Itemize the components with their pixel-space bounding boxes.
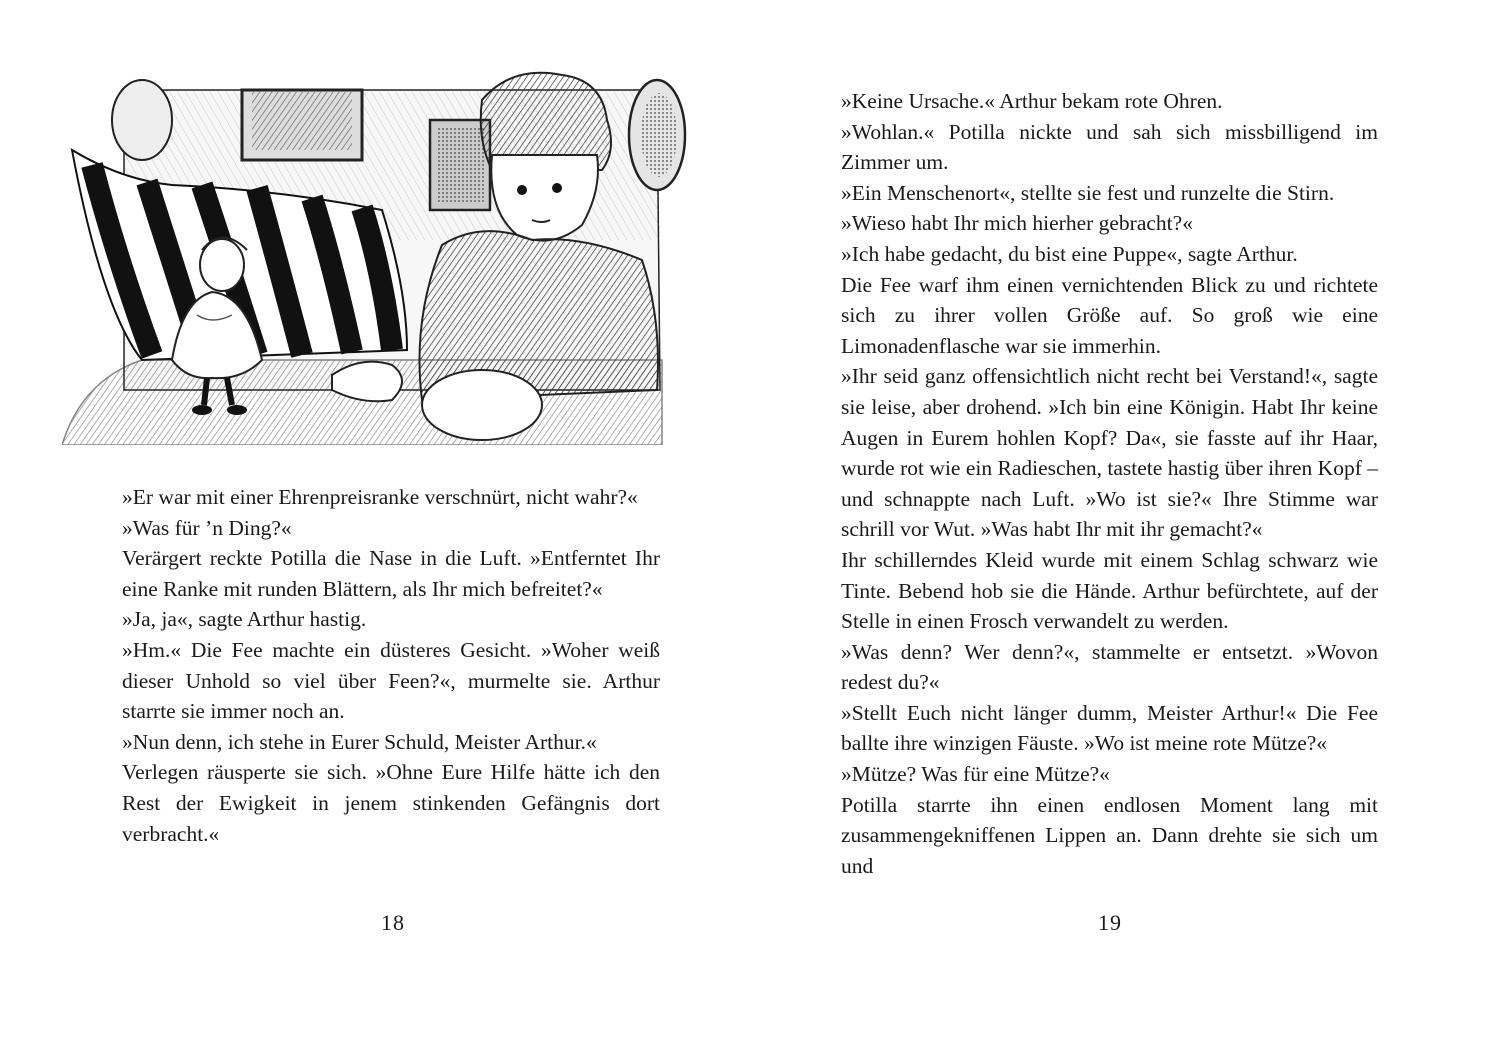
paragraph: Ihr schillerndes Kleid wurde mit einem Schlag schwarz wie Tinte. Bebend hob sie die Hände. Arthur befürchtete, auf der Stelle in einen Frosch verwandelt zu werden. bbox=[841, 547, 1378, 634]
paragraph: Die Fee warf ihm einen vernichtenden Blick zu und richtete sich zu ihrer vollen Größe auf. So groß wie eine Limonadenflasche war sie immerhin. bbox=[841, 272, 1378, 358]
paragraph: Verlegen räusperte sie sich. »Ohne Eure Hilfe hätte ich den Rest der Ewigkeit in jenem stinkenden Gefängnis dort verbracht.« bbox=[122, 760, 660, 846]
paragraph: »Wieso habt Ihr mich hierher gebracht?« bbox=[841, 211, 1193, 236]
page-number-right: 19 bbox=[1098, 910, 1122, 935]
paragraph: »Ja, ja«, sagte Arthur hastig. bbox=[122, 607, 367, 632]
paragraph: »Ein Menschenort«, stellte sie fest und runzelte die Stirn. bbox=[841, 180, 1335, 205]
paragraph: »Was denn? Wer denn?«, stammelte er entsetzt. »Wovon redest du?« bbox=[841, 639, 1378, 695]
paragraph: »Hm.« Die Fee machte ein düsteres Gesicht. »Woher weiß dieser Unhold so viel über Feen?«, murmelte sie. Arthur starrte sie immer noch an. bbox=[122, 637, 660, 724]
boy-and-fairy-illustration bbox=[62, 60, 722, 445]
left-page-text bbox=[122, 482, 660, 849]
paragraph: Potilla starrte ihn einen endlosen Moment lang mit zusammengekniffenen Lippen an. Dann drehte sie sich um und bbox=[841, 792, 1378, 878]
paragraph: »Mütze? Was für eine Mütze?« bbox=[841, 762, 1110, 787]
paragraph: »Wohlan.« Potilla nickte und sah sich missbilligend im Zimmer um. bbox=[841, 119, 1378, 175]
paragraph: »Was für ’n Ding?« bbox=[122, 515, 292, 540]
right-page-text bbox=[841, 86, 1378, 881]
right-page bbox=[750, 0, 1500, 1050]
paragraph: »Nun denn, ich stehe in Eurer Schuld, Meister Arthur.« bbox=[122, 729, 597, 754]
page-number-left: 18 bbox=[381, 910, 405, 935]
paragraph: »Er war mit einer Ehrenpreisranke verschnürt, nicht wahr?« bbox=[122, 485, 638, 509]
paragraph: »Stellt Euch nicht länger dumm, Meister Arthur!« Die Fee ballte ihre winzigen Fäuste. »Wo ist meine rote Mütze?« bbox=[841, 700, 1378, 756]
paragraph: Verärgert reckte Potilla die Nase in die Luft. »Entferntet Ihr eine Ranke mit runden Blättern, als Ihr mich befreitet?« bbox=[122, 546, 660, 601]
paragraph: »Ich habe gedacht, du bist eine Puppe«, sagte Arthur. bbox=[841, 241, 1298, 266]
paragraph: »Keine Ursache.« Arthur bekam rote Ohren. bbox=[841, 89, 1223, 113]
paragraph: »Ihr seid ganz offensichtlich nicht recht bei Verstand!«, sagte sie leise, aber drohend. »Ich bin eine Königin. Habt Ihr keine Augen in Eurem hohlen Kopf? Da«, sie fasste auf ihr Haar, wurde rot wie ein Radieschen, tastete hastig über ihren Kopf – und schnappte nach Luft. »Wo ist sie?« Ihre Stimme war schrill vor Wut. »Was habt Ihr mit ihr gemacht?« bbox=[841, 364, 1378, 542]
